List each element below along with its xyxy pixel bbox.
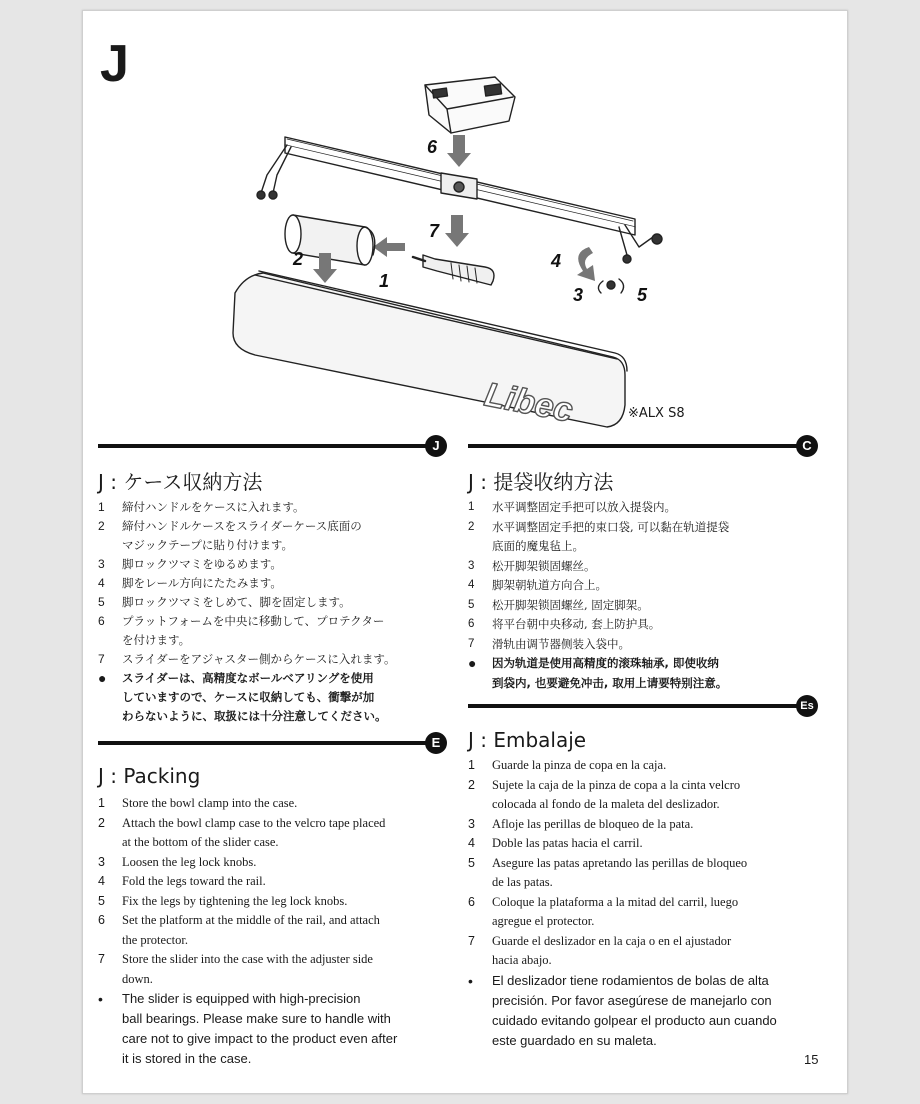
list-item: 6 プラットフォームを中央に移動して、プロテクター [98,614,385,628]
page-number: 15 [804,1052,819,1067]
section-title-chinese: J : 提袋收纳方法 [468,470,614,494]
list-item: 3 Loosen the leg lock knobs. [98,854,257,869]
caution-note: it is stored in the case. [122,1051,252,1066]
caution-note: care not to give impact to the product even after [122,1031,398,1046]
section-title-spanish: J : Embalaje [468,728,587,752]
model-note: ※ALX S8 [628,406,685,421]
list-item: 7 スライダーをアジャスター側からケースに入れます。 [98,652,396,666]
caution-note: していますので、ケースに収納しても、衝撃が加 [122,690,375,704]
callout-5: 5 [637,285,648,305]
caution-note: • El deslizador tiene rodamientos de bolas de alta [468,972,769,989]
caution-note: cuidado evitando golpear el producto aun cuando [492,1012,777,1028]
list-item: hacia abajo. [492,953,552,967]
callout-7: 7 [429,221,440,241]
chapter-letter: J [100,35,129,93]
list-item: 6 Set the platform at the middle of the rail, and attach [98,913,380,927]
list-item: 1 締付ハンドルをケースに入れます。 [98,500,305,514]
list-item: 2 水平调整固定手把的束口袋, 可以黏在轨道提袋 [468,519,730,534]
badge-es: Es [796,695,818,717]
list-item: colocada al fondo de la maleta del deslizador. [492,797,720,811]
list-item: down. [122,971,153,986]
list-item: 1 Guarde la pinza de copa en la caja. [468,758,667,772]
bowl-clamp [423,255,494,285]
badge-j: J [425,435,447,457]
list-item: the protector. [122,932,188,947]
list-item: 6 Coloque la plataforma a la mitad del carril, luego [468,894,739,909]
list-item: 3 Afloje las perillas de bloqueo de la pata. [468,816,694,831]
caution-note: わらないように、取扱には十分注意してください。 [122,709,387,723]
list-item: at the bottom of the slider case. [122,835,279,849]
caution-note: precisión. Por favor asegúrese de manejarlo con [492,992,772,1008]
callout-6: 6 [427,137,438,157]
list-item: 6 将平台朝中央移动, 套上防护具。 [468,617,661,631]
divider-japanese [98,444,428,448]
list-item: 1 水平调整固定手把可以放入提袋内。 [468,500,676,514]
list-item: 5 Fix the legs by tightening the leg lock knobs. [98,893,348,908]
list-item: 7 Guarde el deslizador en la caja o en el ajustador [468,933,732,948]
list-item: 底面的魔鬼毡上。 [492,539,584,553]
steps-chinese [468,498,729,693]
divider-english [98,741,428,745]
divider-chinese [468,444,798,448]
callout-3: 3 [573,285,584,305]
list-item: 2 締付ハンドルケースをスライダーケース底面の [98,519,362,533]
list-item: 5 松开脚架锁固螺丝, 固定脚架。 [468,597,649,612]
slider-packing-illustration [215,75,695,445]
callout-2: 2 [293,249,304,269]
list-item: 2 Sujete la caja de la pinza de copa a la cinta velcro [468,777,741,792]
steps-english [98,794,397,1069]
callout-1: 1 [379,271,390,291]
list-item: 3 脚ロックツマミをゆるめます。 [98,557,282,571]
section-title-japanese: J : ケース収納方法 [98,470,263,494]
list-item: 3 松开脚架锁固螺丝。 [468,558,596,573]
list-item: を付けます。 [122,633,191,647]
badge-c: C [796,435,818,457]
list-item: マジックテープに貼り付けます。 [122,538,294,552]
list-item: de las patas. [492,875,553,889]
list-item: 4 脚をレール方向にたたみます。 [98,576,282,590]
caution-note: ball bearings. Please make sure to handle with [122,1011,391,1026]
list-item: 7 滑轨由调节器侧装入袋中。 [468,636,630,651]
steps-spanish [468,756,777,1051]
caution-note: • The slider is equipped with high-precision [98,991,361,1007]
list-item: agregue el protector. [492,914,595,928]
list-item: 2 Attach the bowl clamp case to the velcro tape placed [98,815,386,830]
callout-4: 4 [551,251,562,271]
list-item: 5 脚ロックツマミをしめて、脚を固定します。 [98,595,351,609]
brand-logo: Libec [481,375,576,430]
badge-e: E [425,732,447,754]
divider-spanish [468,704,798,708]
steps-japanese [98,498,395,726]
caution-note: 到袋内, 也要避免冲击, 取用上请要特别注意。 [492,675,728,690]
list-item: 4 Doble las patas hacia el carril. [468,836,643,850]
list-item: 5 Asegure las patas apretando las perillas de bloqueo [468,855,748,870]
caution-note: ● 因为轨道是使用高精度的滚珠轴承, 即使收纳 [468,655,719,671]
list-item: 7 Store the slider into the case with the adjuster side [98,952,373,966]
list-item: 1 Store the bowl clamp into the case. [98,796,298,810]
list-item: 4 脚架朝轨道方向合上。 [468,578,607,592]
section-title-english: J : Packing [98,764,201,788]
caution-note: ● スライダーは、高精度なボールベアリングを使用 [98,670,374,686]
caution-note: este guardado en su maleta. [492,1032,657,1048]
list-item: 4 Fold the legs toward the rail. [98,874,266,888]
